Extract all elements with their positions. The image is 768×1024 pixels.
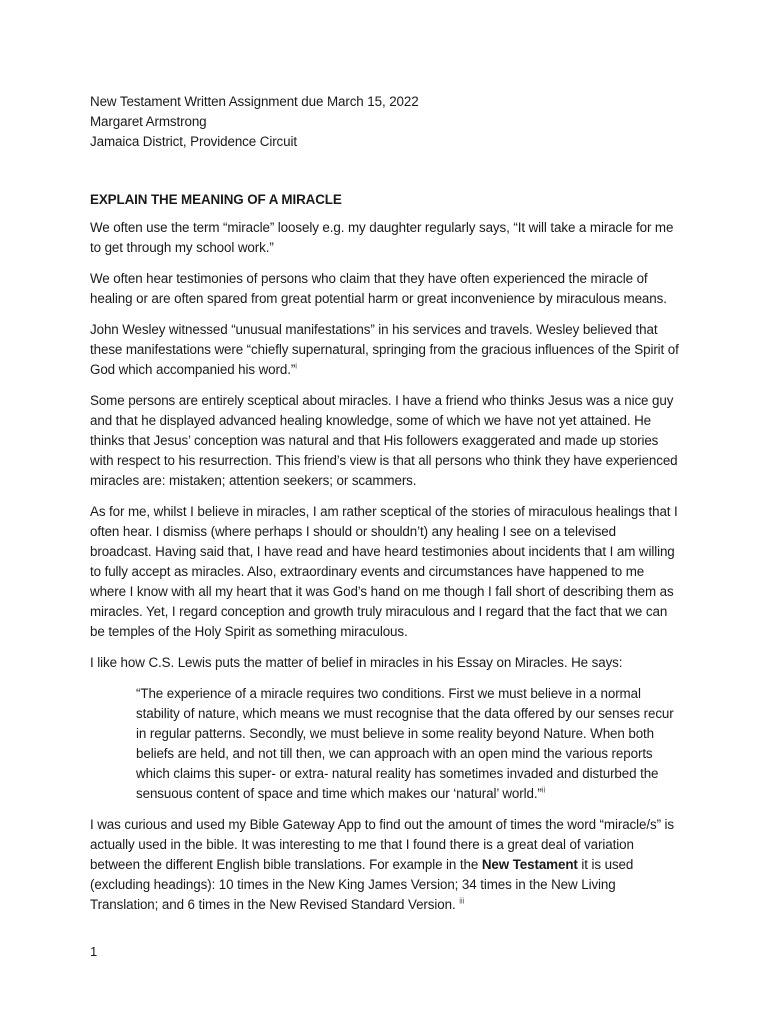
paragraph-7-text-b: it is used (excluding headings): 10 times in the New King James Version; 34 times in the New Living Translation; and 6 times in the New Revised Standard Version.	[90, 857, 634, 912]
paragraph-3	[90, 320, 680, 380]
page-number: 1	[90, 944, 98, 959]
paragraph-7-bold: New Testament	[481, 857, 578, 872]
endnote-marker-ii: ii	[541, 785, 546, 795]
paragraph-6: I like how C.S. Lewis puts the matter of belief in miracles in his Essay on Miracles. He says:	[90, 655, 623, 670]
endnote-marker-i: i	[295, 361, 297, 371]
author-name-line: Margaret Armstrong	[90, 114, 207, 129]
document-body	[90, 92, 680, 926]
assignment-header	[90, 92, 680, 152]
paragraph-1: We often use the term “miracle” loosely e.g. my daughter regularly says, “It will take a miracle for me to get through my school work.”	[90, 220, 674, 255]
assignment-title-line: New Testament Written Assignment due March 15, 2022	[90, 94, 419, 109]
district-circuit-line: Jamaica District, Providence Circuit	[90, 134, 297, 149]
paragraph-5: As for me, whilst I believe in miracles, I am rather sceptical of the stories of miraculous healings that I often hear. I dismiss (where perhaps I should or shouldn’t) any healing I see on a televised broadcast. Having said that, I have read and have heard testimonies about incidents that I am willing to fully accept as miracles. Also, extraordinary events and circumstances have happened to me where I know with all my heart that it was God’s hand on me though I fall short of describing them as miracles. Yet, I regard conception and growth truly miraculous and I regard that the fact that we can be temples of the Holy Spirit as something miraculous.	[90, 504, 678, 639]
block-quote-text: “The experience of a miracle requires two conditions. First we must believe in a normal stability of nature, which means we must recognise that the data offered by our senses recur in regular patterns. Secondly, we must believe in some reality beyond Nature. When both beliefs are held, and not till then, we can approach with an open mind the various reports which claims this super- or extra- natural reality has sometimes invaded and disturbed the sensuous content of space and time which makes our ‘natural’ world.”	[136, 686, 674, 801]
paragraph-3-text: John Wesley witnessed “unusual manifestations” in his services and travels. Wesley believed that these manifestations were “chiefly supernatural, springing from the gracious influences of the Spirit of God which accompanied his word.”	[90, 322, 679, 377]
paragraph-7	[90, 815, 680, 915]
paragraph-2: We often hear testimonies of persons who claim that they have often experienced the miracle of healing or are often spared from great potential harm or great inconvenience by miraculous means.	[90, 271, 667, 306]
section-heading: EXPLAIN THE MEANING OF A MIRACLE	[90, 192, 342, 207]
endnote-marker-iii: iii	[459, 896, 465, 906]
block-quote	[136, 684, 684, 804]
paragraph-4: Some persons are entirely sceptical about miracles. I have a friend who thinks Jesus was a nice guy and that he displayed advanced healing knowledge, some of which we have not yet attained. He thinks that Jesus’ conception was natural and that His followers exaggerated and made up stories with respect to his resurrection. This friend’s view is that all persons who think they have experienced miracles are: mistaken; attention seekers; or scammers.	[90, 393, 678, 488]
paragraph-7-text-a: I was curious and used my Bible Gateway App to find out the amount of times the word “miracle/s” is actually used in the bible. It was interesting to me that I found there is a great deal of variation between the different English bible translations. For example in the	[90, 817, 675, 872]
